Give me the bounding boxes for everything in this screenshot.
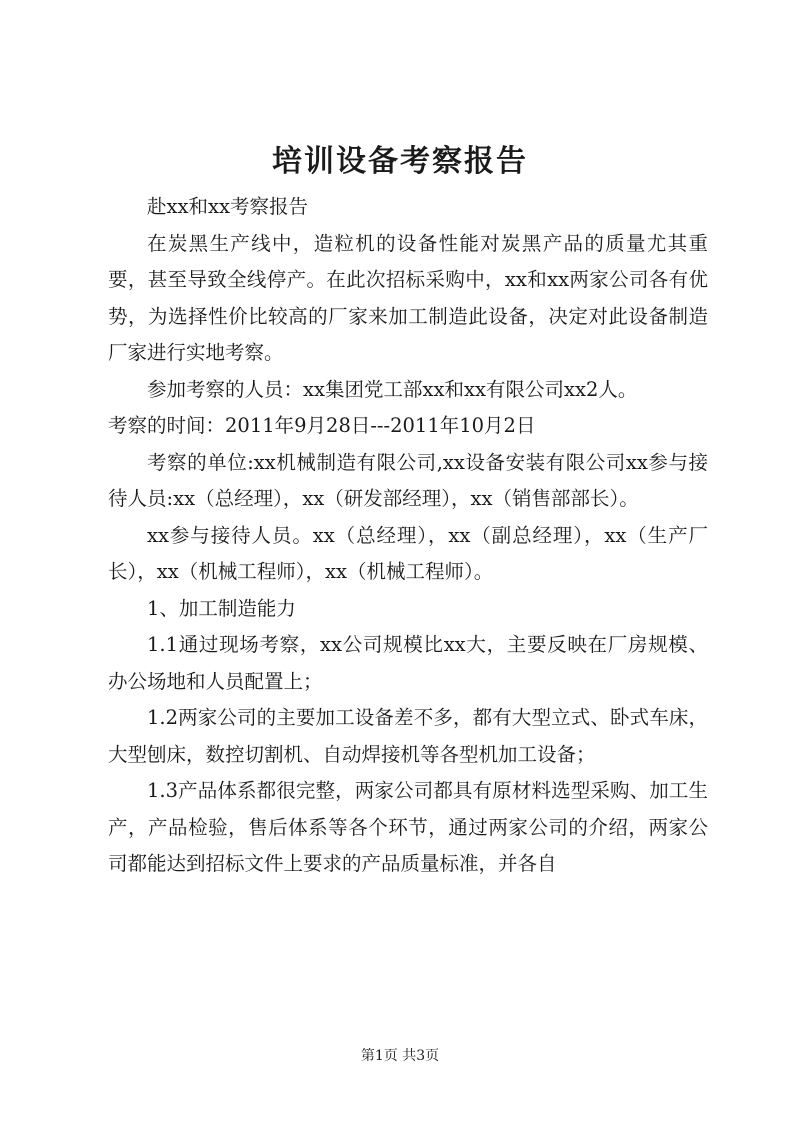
paragraph-participants: 参加考察的人员：xx集团党工部xx和xx有限公司xx2人。 <box>147 377 638 401</box>
document-body <box>108 189 708 883</box>
paragraph-item-1-2: 1.2两家公司的主要加工设备差不多，都有大型立式、卧式车床，大型刨床，数控切割机、自动焊接机等各型机加工设备； <box>108 706 708 766</box>
document-title: 培训设备考察报告 <box>272 144 528 179</box>
paragraph-units: 考察的单位:xx机械制造有限公司,xx设备安装有限公司xx参与接待人员:xx（总经理），xx（研发部经理），xx（销售部部长）。 <box>108 450 708 510</box>
paragraph-heading-line: 赴xx和xx考察报告 <box>147 195 308 218</box>
paragraph-item-1-1: 1.1通过现场考察，xx公司规模比xx大，主要反映在厂房规模、办公场地和人员配置上； <box>108 633 708 693</box>
paragraph-time: 考察的时间：2011年9月28日---2011年10月2日 <box>108 414 536 437</box>
section-heading-manufacturing: 1、加工制造能力 <box>147 596 296 620</box>
page-indicator: 第1页 共3页 <box>360 1048 440 1064</box>
paragraph-reception: xx参与接待人员。xx（总经理），xx（副总经理），xx（生产厂长），xx（机械工程师），xx（机械工程师）。 <box>108 523 708 583</box>
paragraph-intro: 在炭黑生产线中，造粒机的设备性能对炭黑产品的质量尤其重要，甚至导致全线停产。在此次招标采购中，xx和xx两家公司各有优势，为选择性价比较高的厂家来加工制造此设备，决定对此设备制造厂家进行实地考察。 <box>108 231 708 364</box>
paragraph-item-1-3: 1.3产品体系都很完整，两家公司都具有原材料选型采购、加工生产，产品检验，售后体系等各个环节，通过两家公司的介绍，两家公司都能达到招标文件上要求的产品质量标准，并各自 <box>108 779 708 875</box>
